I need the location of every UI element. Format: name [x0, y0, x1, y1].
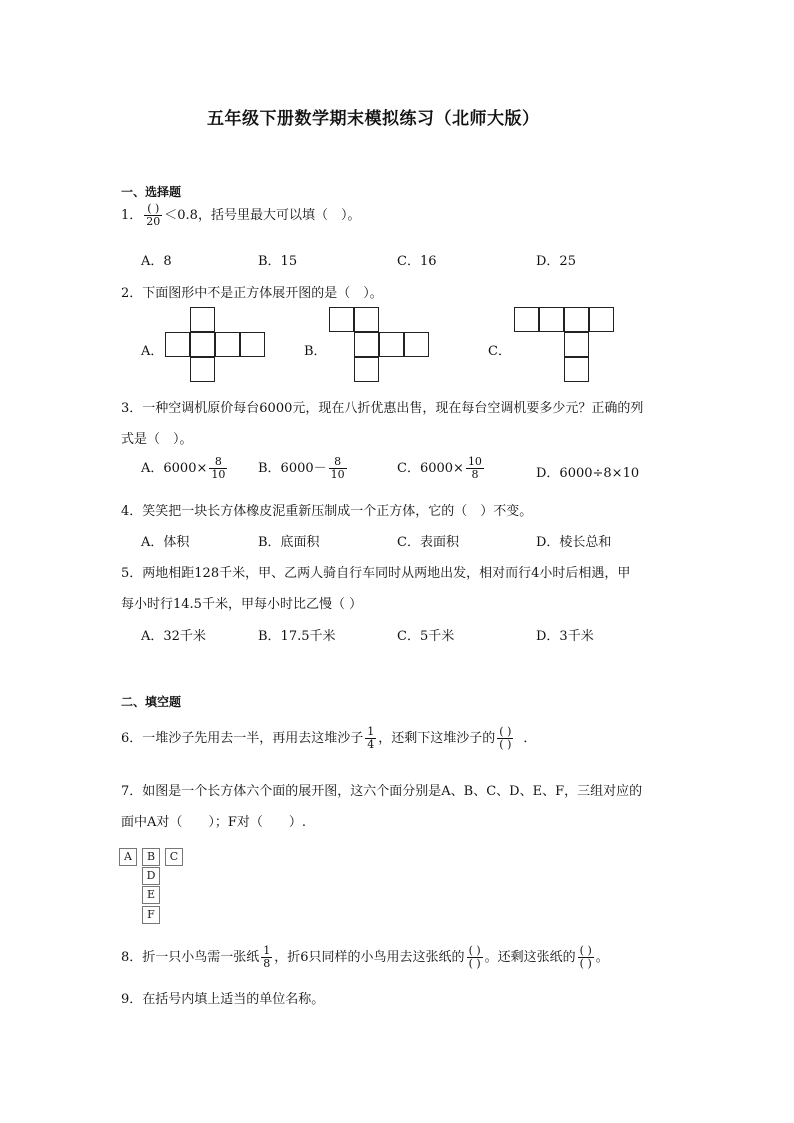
q1-option-a: A．8 — [141, 254, 172, 269]
q2-label-c: C． — [488, 344, 511, 359]
fraction-denominator: 8 — [471, 468, 479, 481]
fraction-numerator: ( ) — [468, 944, 481, 957]
q3-option-c-fraction — [466, 456, 484, 481]
q3-option-c — [397, 456, 486, 481]
q5-option-b: B．17.5千米 — [258, 629, 336, 644]
fraction-denominator: 10 — [330, 468, 345, 481]
question-8-text-2: ，折6只同样的小鸟用去这张纸的 — [274, 950, 465, 965]
question-1-number: 1． — [121, 208, 143, 223]
q1-option-d: D．25 — [536, 254, 576, 269]
question-3-line1: 3．一种空调机原价每台6000元，现在八折优惠出售，现在每台空调机要多少元？正确的列 — [121, 401, 644, 416]
fraction-numerator: 1 — [367, 725, 375, 738]
section-fill-heading: 二、填空题 — [121, 695, 182, 709]
question-6-answer-blank[interactable] — [497, 726, 513, 751]
question-8-text-4: 。 — [595, 950, 609, 965]
q3-option-a — [141, 456, 229, 481]
question-2-text: 2．下面图形中不是正方体展开图的是（ ）。 — [121, 286, 383, 301]
q1-option-b: B．15 — [258, 254, 298, 269]
question-8-answer-blank-1[interactable] — [467, 945, 483, 970]
q4-option-c: C．表面积 — [397, 535, 459, 550]
fraction-numerator: 1 — [263, 944, 271, 957]
q4-option-a: A．体积 — [141, 535, 190, 550]
q3-option-a-fraction — [209, 456, 227, 481]
q3-option-b-fraction — [329, 456, 347, 481]
question-7-line1: 7．如图是一个长方体六个面的展开图，这六个面分别是A、B、C、D、E、F，三组对应的 — [121, 784, 643, 799]
question-5-line2: 每小时行14.5千米，甲每小时比乙慢（ ） — [121, 597, 363, 612]
question-8-fraction — [261, 945, 272, 970]
q1-option-c: C．16 — [397, 254, 437, 269]
question-6 — [121, 726, 536, 751]
q5-option-c: C．5千米 — [397, 629, 455, 644]
question-6-text-3: ． — [523, 731, 537, 746]
fraction-denominator: 8 — [263, 957, 271, 970]
q3-option-c-text: C．6000× — [397, 461, 464, 476]
q4-option-d: D．棱长总和 — [536, 535, 612, 550]
fraction-denominator: 10 — [211, 468, 226, 481]
question-8 — [121, 945, 609, 970]
fraction-numerator: 8 — [209, 456, 227, 469]
question-8-text-1: 8．折一只小鸟需一张纸 — [121, 950, 260, 965]
q3-option-d: D．6000÷8×10 — [536, 466, 640, 481]
question-1 — [121, 203, 360, 228]
question-6-text-1: 6．一堆沙子先用去一半，再用去这堆沙子 — [121, 731, 364, 746]
face-c: C — [165, 848, 183, 866]
question-1-text: ＜0.8，括号里最大可以填（ ）。 — [164, 208, 361, 223]
question-6-fraction — [365, 726, 376, 751]
face-d: D — [142, 867, 160, 885]
fraction-numerator: ( ) — [144, 203, 162, 216]
question-4-text: 4．笑笑把一块长方体橡皮泥重新压制成一个正方体，它的（ ）不变。 — [121, 504, 533, 519]
question-5-line1: 5．两地相距128千米，甲、乙两人骑自行车同时从两地出发，相对而行4小时后相遇，甲 — [121, 566, 631, 581]
question-6-text-2: ，还剩下这堆沙子的 — [378, 731, 496, 746]
question-3-line2: 式是（ ）。 — [121, 432, 193, 447]
section-choice-heading: 一、选择题 — [121, 185, 182, 199]
fraction-numerator: ( ) — [579, 944, 592, 957]
page-title: 五年级下册数学期末模拟练习（北师大版） — [207, 109, 540, 129]
question-8-answer-blank-2[interactable] — [578, 945, 594, 970]
q2-label-b: B． — [304, 344, 327, 359]
fraction-numerator: 8 — [329, 456, 347, 469]
question-7-line2: 面中A对（ ）；F对（ ）. — [121, 815, 307, 830]
q5-option-a: A．32千米 — [141, 629, 206, 644]
q4-option-b: B．底面积 — [258, 535, 320, 550]
fraction-denominator: ( ) — [579, 957, 592, 970]
fraction-denominator: ( ) — [499, 738, 512, 751]
fraction-numerator: 10 — [467, 455, 482, 468]
q5-option-d: D．3千米 — [536, 629, 594, 644]
fraction-denominator: ( ) — [468, 957, 481, 970]
question-9-text: 9．在括号内填上适当的单位名称。 — [121, 992, 325, 1007]
face-f: F — [142, 906, 160, 924]
q2-label-a: A． — [141, 344, 164, 359]
fraction-numerator: ( ) — [499, 725, 512, 738]
face-b: B — [142, 848, 160, 866]
question-8-text-3: 。还剩这张纸的 — [484, 950, 576, 965]
q3-option-b — [258, 456, 349, 481]
q3-option-b-text: B．6000－ — [258, 461, 327, 476]
face-a: A — [119, 848, 137, 866]
face-e: E — [142, 886, 160, 904]
fraction-denominator: 20 — [146, 215, 161, 228]
question-1-fraction — [144, 203, 162, 228]
q3-option-a-text: A．6000× — [141, 461, 208, 476]
fraction-denominator: 4 — [367, 738, 375, 751]
